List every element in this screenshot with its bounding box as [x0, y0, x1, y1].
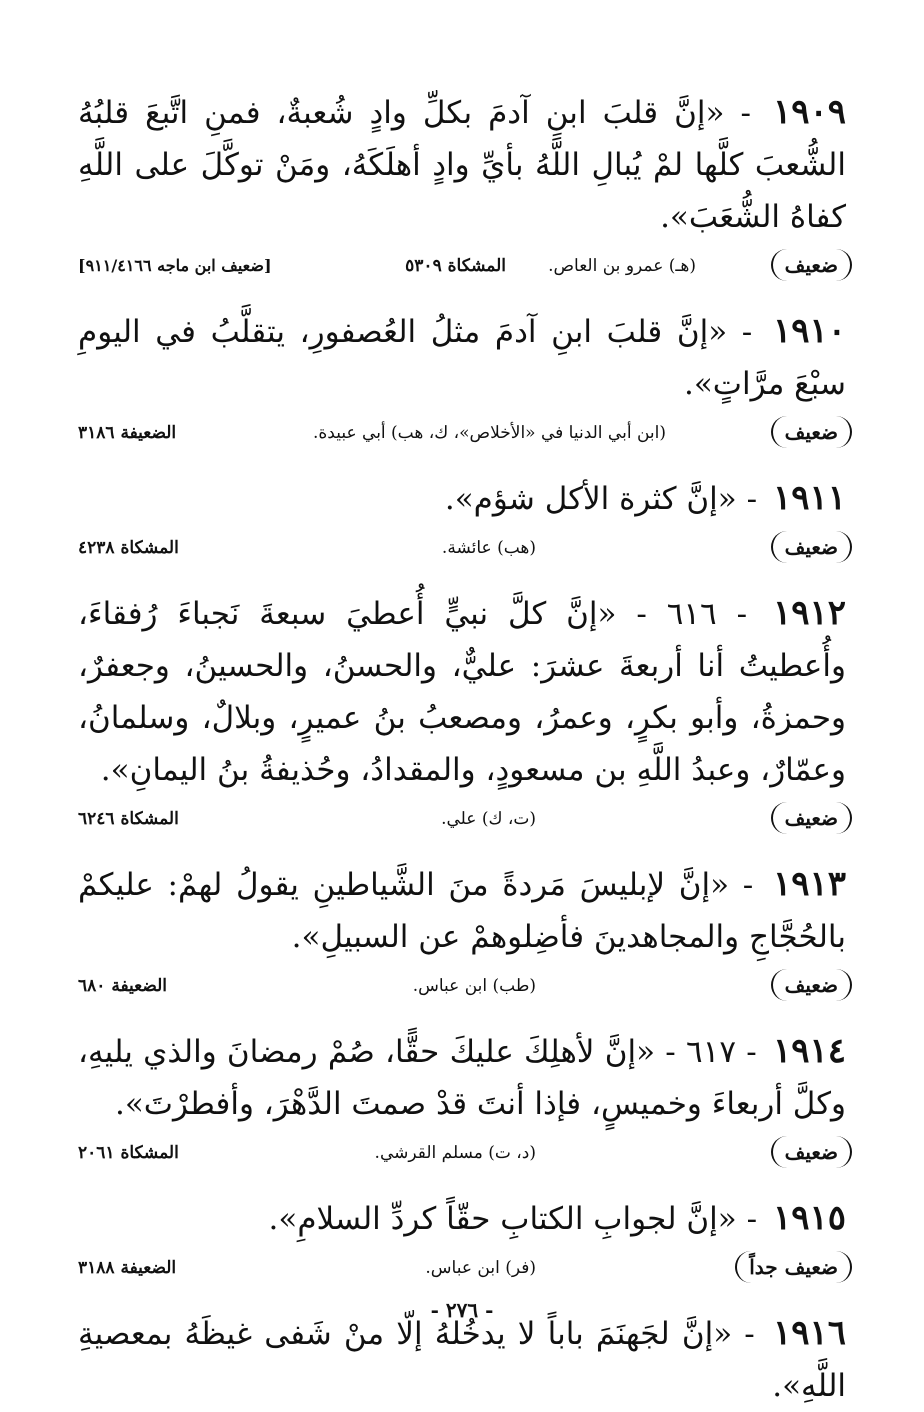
hadith-entry-1916 — [78, 1307, 846, 1412]
book-reference: المشكاة ٤٢٣٨ — [78, 538, 179, 558]
book-reference-secondary: [ضعيف ابن ماجه ٩١١/٤١٦٦] — [78, 256, 272, 275]
hadith-number: ١٩١٣ — [772, 864, 847, 904]
hadith-entry-1911 — [78, 472, 846, 565]
hadith-entry-1912 — [78, 587, 846, 836]
source-label: (هب) عائشة. — [441, 538, 536, 558]
source-label: (فر) ابن عباس. — [425, 1258, 536, 1278]
source-label: (طب) ابن عباس. — [412, 976, 536, 996]
hadith-text — [78, 587, 846, 796]
book-reference: المشكاة ٦٢٤٦ — [78, 809, 179, 829]
reference-line — [78, 531, 846, 565]
hadith-text — [78, 472, 846, 525]
hadith-body: - «إنَّ قلبَ ابنِ آدمَ بكلِّ وادٍ شُعبةٌ، فمنِ اتَّبعَ قلبُهُ الشُّعبَ كلَّها لمْ يُبالِ اللَّهُ بأيِّ وادٍ أهلَكَهُ، ومَنْ توكَّلَ على اللَّهِ كفاهُ الشُّعَبَ». — [78, 95, 846, 235]
hadith-entry-1910 — [78, 305, 846, 450]
reference-line — [78, 1251, 846, 1285]
source-label: (ت، ك) علي. — [441, 809, 536, 829]
hadith-body: - «إنَّ لجوابِ الكتابِ حقّاً كردِّ السلامِ». — [268, 1201, 758, 1237]
hadith-body: - «إنَّ لإبليسَ مَردةً منَ الشَّياطينِ يقولُ لهمْ: عليكمْ بالحُجَّاجِ والمجاهدينَ فأضِلوهمْ عن السبيلِ». — [78, 867, 846, 955]
hadith-entry-1913 — [78, 858, 846, 1003]
hadith-body: - «إنَّ قلبَ ابنِ آدمَ مثلُ العُصفورِ، يتقلَّبُ في اليومِ سبْعَ مرَّاتٍ». — [78, 314, 846, 402]
hadith-number: ١٩٠٩ — [772, 92, 846, 132]
hadith-text — [78, 1307, 846, 1412]
hadith-body: - «إنَّ لجَهنَمَ باباً لا يدخُلهُ إلّا منْ شَفى غيظَهُ بمعصيةِ اللَّهِ». — [78, 1316, 846, 1404]
hadith-number: ١٩١٠ — [772, 311, 846, 351]
hadith-number: ١٩١١ — [772, 478, 846, 518]
grade-label: ضعيف — [771, 249, 852, 281]
grade-label: ضعيف — [771, 802, 852, 834]
grade-label: ضعيف — [771, 969, 852, 1001]
hadith-number: ١٩١٥ — [772, 1198, 846, 1238]
book-reference: الضعيفة ٣١٨٨ — [78, 1258, 177, 1278]
hadith-number: ١٩١٤ — [772, 1031, 846, 1071]
hadith-number: ١٩١٢ — [772, 593, 846, 633]
hadith-body: - «إنَّ كثرة الأكل شؤم». — [444, 481, 758, 517]
page-number: - ٢٧٦ - — [430, 1298, 494, 1322]
reference-line — [78, 249, 846, 283]
reference-line — [78, 1136, 846, 1170]
grade-label: ضعيف جداً — [735, 1251, 852, 1283]
hadith-text — [78, 1192, 846, 1245]
book-reference: المشكاة ٢٠٦١ — [78, 1143, 179, 1163]
book-reference: المشكاة ٥٣٠٩ — [405, 256, 506, 276]
hadith-entry-1915 — [78, 1192, 846, 1285]
hadith-text — [78, 1025, 846, 1130]
hadith-entry-1914 — [78, 1025, 846, 1170]
hadith-text — [78, 86, 846, 243]
hadith-body: - ٦١٧ - «إنَّ لأهلِكَ عليكَ حقًّا، صُمْ رمضانَ والذي يليهِ، وكلَّ أربعاءَ وخميسٍ، فإذا أنتَ قدْ صمتَ الدَّهْرَ، وأفطرْتَ». — [78, 1034, 846, 1122]
source-label: (هـ) عمرو بن العاص. — [548, 256, 696, 276]
hadith-text — [78, 858, 846, 963]
source-label: (ابن أبي الدنيا في «الأخلاص»، ك، هب) أبي عبيدة. — [312, 423, 666, 443]
reference-line — [78, 416, 846, 450]
hadith-body: - ٦١٦ - «إنَّ كلَّ نبيٍّ أُعطيَ سبعةَ نَجباءَ رُفقاءَ، وأُعطيتُ أنا أربعةَ عشرَ: عليٌّ، والحسنُ، والحسينُ، وجعفرٌ، وحمزةُ، وأبو بكرٍ، وعمرُ، ومصعبُ بنُ عميرٍ، وبلالٌ، وسلمانُ، وعمّارٌ، وعبدُ اللَّهِ بن مسعودٍ، والمقدادُ، وحُذيفةُ بنُ اليمانِ». — [78, 596, 846, 788]
hadith-entry-1909 — [78, 86, 846, 283]
book-reference: الضعيفة ٣١٨٦ — [78, 423, 177, 443]
hadith-number: ١٩١٦ — [772, 1313, 846, 1353]
source-label: (د، ت) مسلم القرشي. — [374, 1143, 536, 1163]
hadith-text — [78, 305, 846, 410]
reference-line — [78, 969, 846, 1003]
grade-label: ضعيف — [771, 531, 852, 563]
book-reference: الضعيفة ٦٨٠ — [78, 976, 168, 996]
grade-label: ضعيف — [771, 1136, 852, 1168]
reference-line — [78, 802, 846, 836]
grade-label: ضعيف — [771, 416, 852, 448]
